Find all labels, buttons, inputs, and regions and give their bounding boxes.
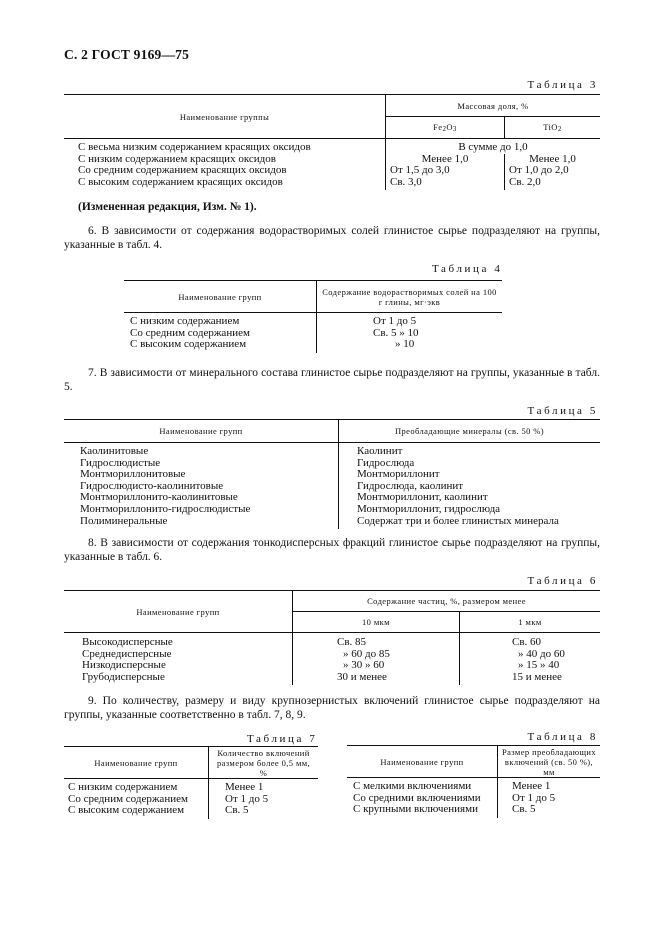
table8-row-value: Св. 5 bbox=[512, 803, 536, 816]
table3-row-fe: Менее 1,0 bbox=[386, 154, 505, 166]
paragraph-9: 9. По количеству, размеру и виду крупнозернистых включений глинистое сырье подразделяют на группы, указанные соответственно в табл. 7, 8, 9. bbox=[64, 695, 600, 721]
table8-row-name: С мелкими включениями bbox=[347, 778, 498, 793]
table7-row-value: Св. 5 bbox=[225, 804, 249, 817]
table6 bbox=[64, 590, 600, 685]
table7-row-value: От 1 до 5 bbox=[225, 792, 269, 805]
table7-col-group: Наименование групп bbox=[64, 747, 209, 779]
table6-row-1: 15 и менее bbox=[512, 670, 562, 683]
table6-row-10: » 60 до 85 bbox=[293, 649, 460, 661]
table4-row-name: С высоким содержанием bbox=[124, 339, 317, 353]
table3-col-fe: Fe2O3 bbox=[386, 117, 505, 139]
table3-row-ti: Менее 1,0 bbox=[529, 152, 576, 165]
table5-row-value: Гидрослюда, каолинит bbox=[357, 479, 464, 492]
table5-col-minerals: Преобладающие минералы (св. 50 %) bbox=[339, 420, 601, 443]
table3-row-name: С низким содержанием красящих оксидов bbox=[64, 154, 386, 166]
table7-row-name: С высоким содержанием bbox=[64, 805, 209, 819]
table5-row-name: Каолинитовые bbox=[64, 443, 339, 458]
table8-row-value: Менее 1 bbox=[512, 780, 551, 792]
table5-row-value: Монтмориллонит, каолинит bbox=[357, 491, 488, 504]
table5-row-name: Гидрослюдисто-каолинитовые bbox=[64, 481, 339, 493]
table3-row-name: С высоким содержанием красящих оксидов bbox=[64, 177, 386, 191]
table3 bbox=[64, 94, 600, 190]
table6-row-10: Св. 85 bbox=[293, 633, 460, 649]
table7-row-name: Со средним содержанием bbox=[64, 794, 209, 806]
paragraph-7: 7. В зависимости от минерального состава глинистое сырье подразделяют на группы, указанные в табл. 5. bbox=[64, 367, 600, 393]
table8-col-group: Наименование групп bbox=[347, 746, 498, 778]
table5-row-value: Гидрослюда bbox=[357, 456, 415, 469]
table7-row-name: С низким содержанием bbox=[64, 779, 209, 794]
table4-row-value: От 1 до 5 bbox=[373, 315, 417, 327]
paragraph-8: 8. В зависимости от содержания тонкодисперсных фракций глинистое сырье подразделяют на группы, указанные в табл. 6. bbox=[64, 537, 600, 563]
table8-col-size: Размер преобладающих включений (св. 50 %), мм bbox=[498, 746, 601, 778]
table5-row-name: Гидрослюдистые bbox=[64, 458, 339, 470]
table5-row-value: Каолинит bbox=[357, 445, 403, 457]
table3-row-name: Со средним содержанием красящих оксидов bbox=[64, 165, 386, 177]
table3-row-value: В сумме до 1,0 bbox=[458, 141, 528, 153]
table3-row-name: С весьма низким содержанием красящих оксидов bbox=[64, 139, 386, 154]
table7-row-value: Менее 1 bbox=[225, 781, 264, 793]
table8-row-name: С крупными включениями bbox=[347, 804, 498, 818]
table6-row-10: » 30 » 60 bbox=[293, 660, 460, 672]
table6-row-name: Высокодисперсные bbox=[64, 633, 293, 649]
table8-row-name: Со средними включениями bbox=[347, 793, 498, 805]
table5-row-value: Монтмориллонит bbox=[357, 468, 440, 481]
table6-row-10: 30 и менее bbox=[293, 672, 460, 686]
paragraph-6: 6. В зависимости от содержания водорастворимых солей глинистое сырье подразделяют на группы, указанные в табл. 4. bbox=[64, 225, 600, 251]
table3-row-ti: Св. 2,0 bbox=[509, 175, 541, 188]
table6-row-name: Среднедисперсные bbox=[64, 649, 293, 661]
table8-caption: Таблица 8 bbox=[527, 731, 598, 743]
table5-row-name: Полиминеральные bbox=[64, 516, 339, 530]
table7-col-count: Количество включений размером более 0,5 мм, % bbox=[209, 747, 319, 779]
table3-col-ti: TiO2 bbox=[505, 117, 601, 139]
table6-row-1: Св. 60 bbox=[512, 636, 542, 648]
table5-col-group: Наименование групп bbox=[64, 420, 339, 443]
table6-caption: Таблица 6 bbox=[527, 575, 598, 587]
table4 bbox=[124, 280, 502, 353]
table6-row-name: Грубодисперсные bbox=[64, 672, 293, 686]
table5-caption: Таблица 5 bbox=[527, 405, 598, 417]
page-header: С. 2 ГОСТ 9169—75 bbox=[64, 47, 190, 62]
table5-row-name: Монтмориллонитовые bbox=[64, 469, 339, 481]
table4-row-value: Св. 5 » 10 bbox=[373, 326, 419, 339]
table6-col-group: Наименование групп bbox=[64, 591, 293, 633]
table4-caption: Таблица 4 bbox=[432, 263, 503, 275]
amendment-note: (Измененная редакция, Изм. № 1). bbox=[78, 201, 257, 213]
table5-row-value: Монтмориллонит, гидрослюда bbox=[357, 502, 501, 515]
table4-col-content: Содержание водорастворимых солей на 100 г глины, мг·экв bbox=[317, 281, 503, 313]
table4-row-name: С низким содержанием bbox=[124, 313, 317, 328]
table3-row-ti: От 1,0 до 2,0 bbox=[509, 164, 569, 177]
table6-col-10: 10 мкм bbox=[293, 612, 460, 633]
table8 bbox=[347, 745, 600, 818]
table3-col-mass: Массовая доля, % bbox=[386, 95, 601, 117]
table5-row-name: Монтмориллонито-гидрослюдистые bbox=[64, 504, 339, 516]
table4-col-group: Наименование групп bbox=[124, 281, 317, 313]
table6-col-1: 1 мкм bbox=[460, 612, 601, 633]
table3-caption: Таблица 3 bbox=[527, 79, 598, 91]
table6-row-name: Низкодисперсные bbox=[64, 660, 293, 672]
table6-row-1: » 15 » 40 bbox=[518, 659, 560, 672]
table5-row-value: Содержат три и более глинистых минерала bbox=[357, 514, 559, 527]
table3-row-fe: Св. 3,0 bbox=[386, 177, 505, 191]
table6-col-particles: Содержание частиц, %, размером менее bbox=[293, 591, 601, 612]
table4-row-value: » 10 bbox=[395, 338, 415, 351]
table5-row-name: Монтмориллонито-каолинитовые bbox=[64, 492, 339, 504]
table3-row-fe: От 1,5 до 3,0 bbox=[386, 165, 505, 177]
table7 bbox=[64, 746, 318, 819]
table7-caption: Таблица 7 bbox=[247, 733, 318, 745]
table3-col-group: Наименование группы bbox=[64, 95, 386, 139]
table5 bbox=[64, 419, 600, 529]
table8-row-value: От 1 до 5 bbox=[512, 791, 556, 804]
table4-row-name: Со средним содержанием bbox=[124, 328, 317, 340]
table6-row-1: » 40 до 60 bbox=[518, 647, 565, 660]
